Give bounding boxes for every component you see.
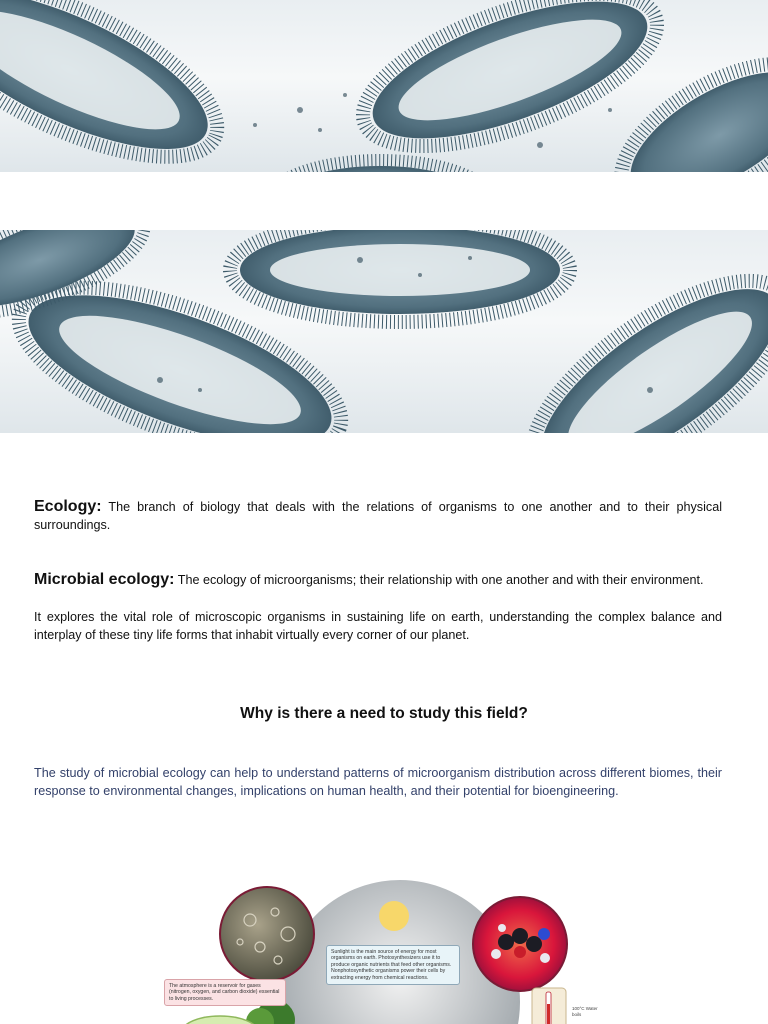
thermometer-icon [532,988,566,1024]
temperature-label: 100°C Water boils [572,1006,598,1017]
microbe-banner-top [0,0,768,172]
sun-icon [379,901,409,931]
microbe-cell [270,160,490,172]
microbial-ecology-term: Microbial ecology: [34,571,175,588]
sunlight-callout: Sunlight is the main source of energy for most organisms on earth. Photosynthesizers use it to produce organic nutrients that feed other organisms. Nonphotosynthetic organisms power their cells by extracting energy from chemical reactions. [326,945,460,985]
microbe-illustration-top [0,0,768,172]
microbe-cell [345,0,676,172]
microbe-banner-bottom [0,230,768,433]
ecosystem-figure [150,872,620,1024]
microbial-ecology-explanation: It explores the vital role of microscopic organisms in sustaining life on earth, understanding the complex balance and interplay of these tiny life forms that inhabit virtually every corner of our planet. [34,610,722,642]
ecology-definition [34,498,722,534]
ecology-term: Ecology: [34,498,102,515]
leaf-icon [182,1016,258,1024]
microbe-cell [0,0,240,172]
atmosphere-callout: The atmosphere is a reservoir for gases (nitrogen, oxygen, and carbon dioxide) essential to living processes. [164,979,286,1006]
molecule-icon [473,897,567,991]
microbial-ecology-definition [34,571,722,590]
atmosphere-bubbles-icon [220,887,314,981]
ecology-definition-text: The branch of biology that deals with the relations of organisms to one another and to their physical surroundings. [34,500,722,532]
section-heading: Why is there a need to study this field? [240,705,528,722]
study-paragraph: The study of microbial ecology can help to understand patterns of microorganism distribution across different biomes, their response to environmental changes, implications on human health, and their potential for bioengineering. [34,766,722,798]
microbe-cell [230,230,570,322]
microbial-ecology-definition-text: The ecology of microorganisms; their relationship with one another and with their environment. [177,573,704,587]
microbe-illustration-bottom [0,230,768,433]
